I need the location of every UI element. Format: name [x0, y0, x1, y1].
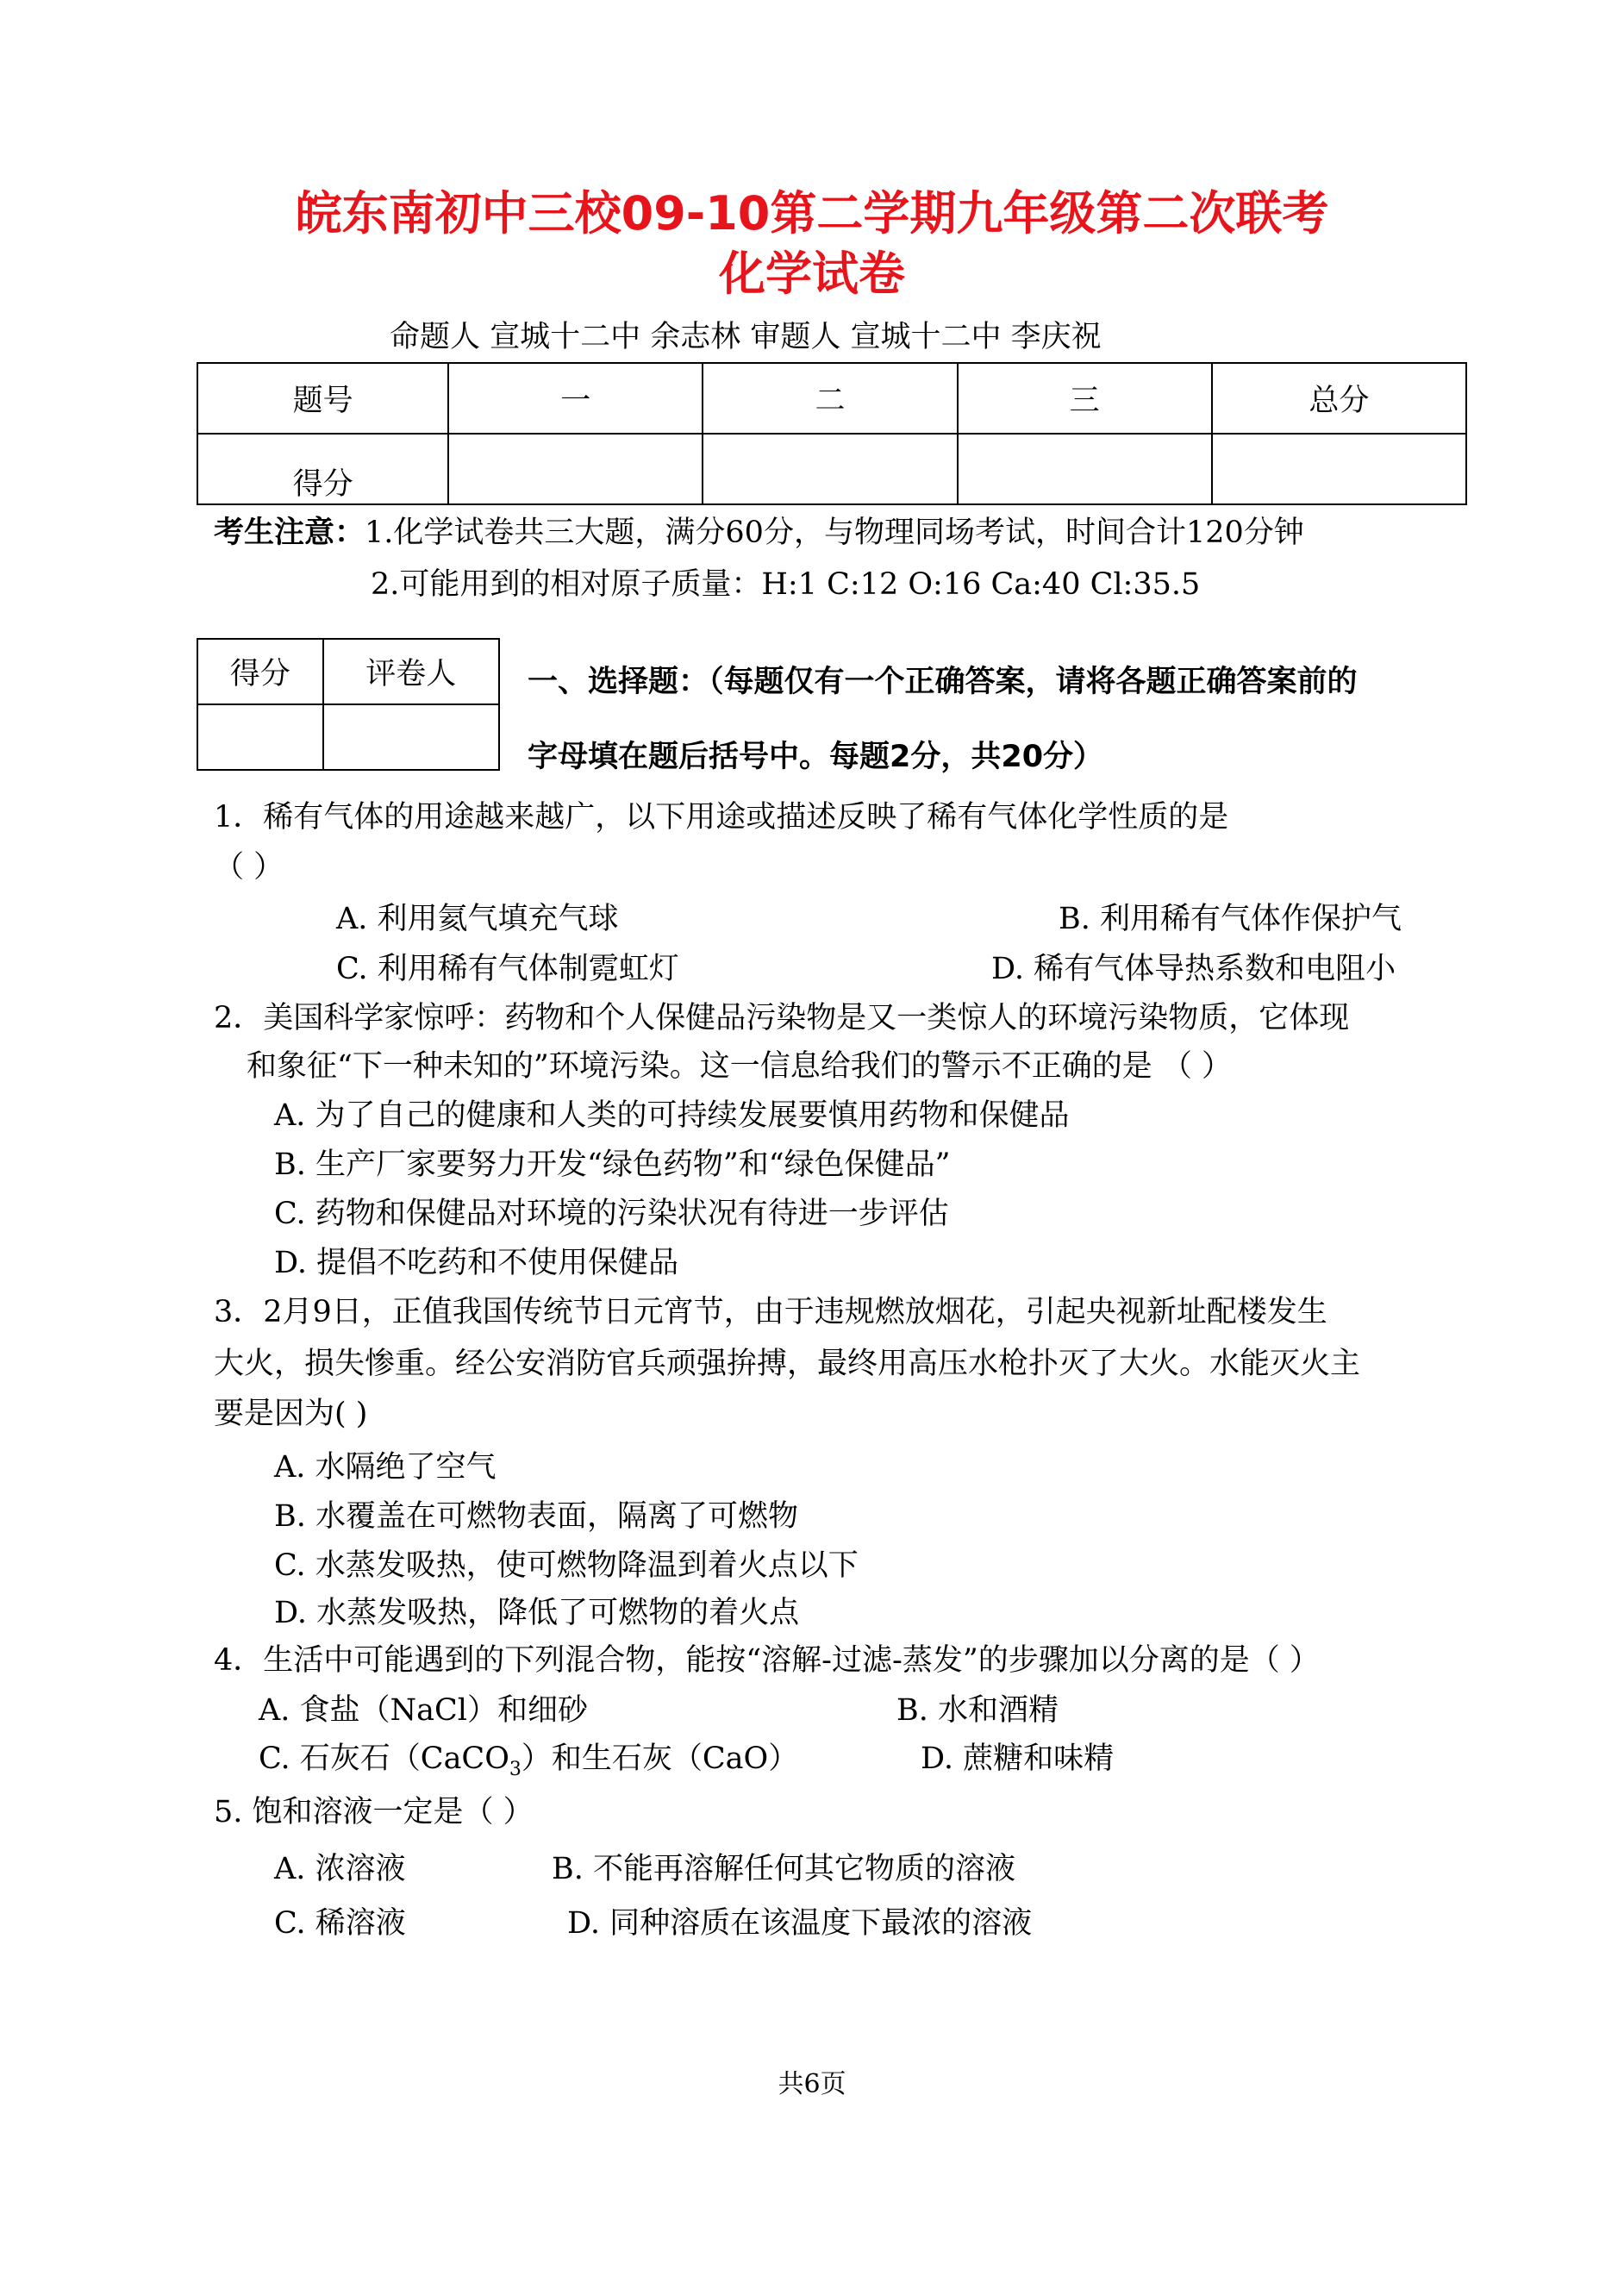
q1-option-c: C. 利用稀有气体制霓虹灯 [336, 952, 679, 986]
q5-stem: 5. 饱和溶液一定是（ ） [214, 1795, 534, 1829]
q4-option-b: B. 水和酒精 [896, 1693, 1059, 1728]
authors-line: 命题人 宣城十二中 余志林 审题人 宣城十二中 李庆祝 [390, 320, 1102, 354]
page-footer: 共6页 [778, 2069, 846, 2099]
score-table-header-part3: 三 [958, 363, 1212, 434]
q3-option-a: A. 水隔绝了空气 [274, 1450, 497, 1485]
notice-line2: 2.可能用到的相对原子质量：H:1 C:12 O:16 Ca:40 Cl:35.5 [371, 567, 1201, 602]
q5-option-a: A. 浓溶液 [274, 1852, 406, 1886]
q1-option-a: A. 利用氦气填充气球 [336, 902, 619, 936]
score-table-score-label: 得分 [197, 434, 448, 504]
q1-option-d: D. 稀有气体导热系数和电阻小 [991, 952, 1396, 986]
score-table-header-part1: 一 [448, 363, 703, 434]
grader-score-label: 得分 [197, 639, 323, 704]
notice-line1 [214, 509, 1304, 552]
score-cell-part1 [448, 434, 703, 504]
q3-option-c: C. 水蒸发吸热，使可燃物降温到着火点以下 [274, 1548, 859, 1583]
score-cell-total [1212, 434, 1466, 504]
q2-option-b: B. 生产厂家要努力开发“绿色药物”和“绿色保健品” [274, 1148, 951, 1182]
exam-title-line2: 化学试卷 [719, 247, 905, 301]
grader-name-label: 评卷人 [323, 639, 499, 704]
section1-heading-line2: 字母填在题后括号中。每题2分，共20分） [528, 740, 1104, 774]
q1-option-b: B. 利用稀有气体作保护气 [1059, 902, 1402, 936]
score-table-header-part2: 二 [703, 363, 957, 434]
q3-stem-line1: 3．2月9日，正值我国传统节日元宵节，由于违规燃放烟花，引起央视新址配楼发生 [214, 1295, 1327, 1329]
q4-stem: 4．生活中可能遇到的下列混合物，能按“溶解-过滤-蒸发”的步骤加以分离的是（ ） [214, 1643, 1320, 1678]
q4-option-c-pre: C. 石灰石（CaCO [259, 1742, 509, 1776]
grader-score-cell [197, 704, 323, 770]
score-table-header-total: 总分 [1212, 363, 1466, 434]
q3-stem-line2: 大火，损失惨重。经公安消防官兵顽强拚搏，最终用高压水枪扑灭了大火。水能灭火主 [214, 1347, 1361, 1381]
section1-heading-line1: 一、选择题：（每题仅有一个正确答案，请将各题正确答案前的 [528, 665, 1358, 699]
notice-label: 考生注意： [214, 516, 365, 550]
q2-stem-line2: 和象征“下一种未知的”环境污染。这一信息给我们的警示不正确的是 （ ） [247, 1049, 1233, 1084]
score-cell-part2 [703, 434, 957, 504]
score-table [197, 362, 1467, 505]
score-table-header-question-no: 题号 [197, 363, 448, 434]
q3-option-d: D. 水蒸发吸热，降低了可燃物的着火点 [274, 1596, 800, 1630]
q2-option-d: D. 提倡不吃药和不使用保健品 [274, 1246, 679, 1280]
q2-option-a: A. 为了自己的健康和人类的可持续发展要慎用药物和保健品 [274, 1098, 1070, 1133]
q1-answer-paren: （ ） [214, 850, 284, 885]
notice-text1: 1.化学试卷共三大题，满分60分，与物理同场考试，时间合计120分钟 [365, 516, 1304, 550]
q1-stem: 1．稀有气体的用途越来越广，以下用途或描述反映了稀有气体化学性质的是 [214, 800, 1229, 835]
q4-option-c [259, 1735, 798, 1780]
q5-option-d: D. 同种溶质在该温度下最浓的溶液 [567, 1906, 1033, 1941]
q4-option-a: A. 食盐（NaCl）和细砂 [259, 1693, 588, 1728]
q5-option-c: C. 稀溶液 [274, 1906, 406, 1941]
q4-option-c-subscript: 3 [509, 1759, 522, 1780]
q4-option-d: D. 蔗糖和味精 [921, 1742, 1115, 1776]
grader-box [197, 638, 500, 771]
q3-stem-line3: 要是因为( ) [214, 1397, 368, 1431]
score-cell-part3 [958, 434, 1212, 504]
q2-option-c: C. 药物和保健品对环境的污染状况有待进一步评估 [274, 1197, 949, 1231]
exam-title-line1: 皖东南初中三校09-10第二学期九年级第二次联考 [295, 186, 1329, 241]
q5-option-b: B. 不能再溶解任何其它物质的溶液 [552, 1852, 1015, 1886]
q3-option-b: B. 水覆盖在可燃物表面，隔离了可燃物 [274, 1499, 798, 1534]
q4-option-c-post: ）和生石灰（CaO） [521, 1742, 799, 1776]
grader-name-cell [323, 704, 499, 770]
q2-stem-line1: 2．美国科学家惊呼：药物和个人保健品污染物是又一类惊人的环境污染物质，它体现 [214, 1001, 1350, 1035]
